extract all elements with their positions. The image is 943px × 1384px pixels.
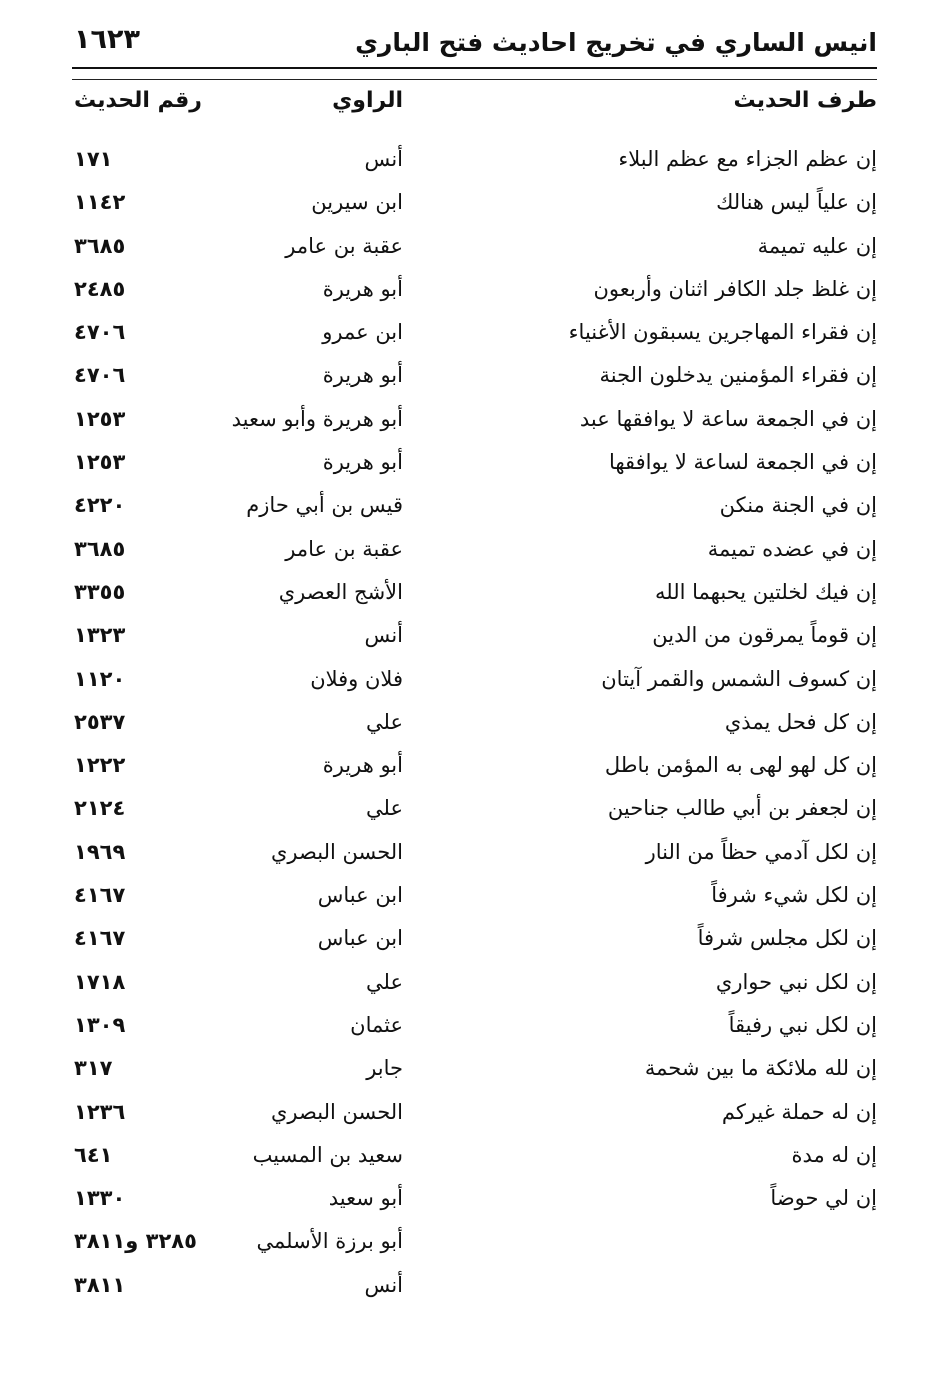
table-row <box>72 527 877 570</box>
narrator-cell: عقبة بن عامر <box>285 233 403 258</box>
hadith-cell: إن لكل نبي حواري <box>715 969 877 994</box>
narrator-cell: أبو هريرة <box>322 450 403 475</box>
narrator-cell: أبو هريرة <box>322 753 403 778</box>
hadith-cell: إن في الجنة منكن <box>719 493 877 518</box>
table-row <box>72 830 877 873</box>
hadith-number-cell: ٤٢٢٠ <box>74 493 126 518</box>
table-row <box>72 1003 877 1046</box>
hadith-number-cell: ١٢٥٣ <box>74 450 126 475</box>
hadith-number-cell: ١٢٣٦ <box>74 1099 126 1124</box>
narrator-cell: عثمان <box>350 1012 403 1037</box>
narrator-cell: فلان وفلان <box>310 666 403 691</box>
table-row <box>72 786 877 829</box>
hadith-cell: إن علياً ليس هنالك <box>716 190 877 215</box>
narrator-cell: أبو سعيد <box>328 1186 403 1211</box>
narrator-cell: عقبة بن عامر <box>285 536 403 561</box>
table-row <box>72 570 877 613</box>
table-row <box>72 1133 877 1176</box>
column-header-hadith: طرف الحديث <box>733 88 877 113</box>
hadith-cell: إن لكل مجلس شرفاً <box>697 926 877 951</box>
narrator-cell: أنس <box>364 1272 403 1297</box>
header-rule-thin <box>72 79 877 80</box>
hadith-number-cell: ٤٧٠٦ <box>74 320 126 345</box>
hadith-number-cell: ٤١٦٧ <box>74 926 126 951</box>
hadith-cell: إن له حملة غيركم <box>721 1099 877 1124</box>
hadith-number-cell: ٤٧٠٦ <box>74 363 126 388</box>
table-row <box>72 1219 877 1262</box>
hadith-number-cell: ٢٤٨٥ <box>74 276 126 301</box>
narrator-cell: ابن عباس <box>317 926 403 951</box>
narrator-cell: جابر <box>366 1056 403 1081</box>
hadith-number-cell: ١٣٠٩ <box>74 1012 126 1037</box>
hadith-number-cell: ١١٢٠ <box>74 666 126 691</box>
hadith-cell: إن قوماً يمرقون من الدين <box>652 623 877 648</box>
table-row <box>72 916 877 959</box>
narrator-cell: ابن سيرين <box>311 190 403 215</box>
hadith-cell: إن في الجمعة ساعة لا يوافقها عبد <box>579 406 877 431</box>
hadith-number-cell: ١٩٦٩ <box>74 839 126 864</box>
index-table <box>72 137 877 1306</box>
hadith-cell: إن غلظ جلد الكافر اثنان وأربعون <box>593 276 877 301</box>
narrator-cell: أبو هريرة وأبو سعيد <box>231 406 403 431</box>
hadith-cell: إن له مدة <box>791 1142 877 1167</box>
narrator-cell: أبو برزة الأسلمي <box>256 1229 403 1254</box>
column-header-narrator: الراوي <box>332 88 403 113</box>
narrator-cell: علي <box>366 969 403 994</box>
narrator-cell: علي <box>366 709 403 734</box>
narrator-cell: الحسن البصري <box>271 1099 403 1124</box>
hadith-cell: إن فقراء المهاجرين يسبقون الأغنياء <box>568 320 877 345</box>
hadith-cell: إن لكل نبي رفيقاً <box>728 1012 877 1037</box>
narrator-cell: ابن عباس <box>317 883 403 908</box>
hadith-cell: إن في الجمعة لساعة لا يوافقها <box>608 450 877 475</box>
hadith-cell: إن لي حوضاً <box>770 1186 877 1211</box>
hadith-number-cell: ٣١٧ <box>74 1056 113 1081</box>
narrator-cell: أنس <box>364 147 403 171</box>
hadith-number-cell: ٢٥٣٧ <box>74 709 126 734</box>
hadith-number-cell: ١١٤٢ <box>74 190 126 215</box>
table-row <box>72 180 877 223</box>
hadith-number-cell: ٣٣٥٥ <box>74 579 126 604</box>
table-row <box>72 960 877 1003</box>
table-row <box>72 1263 877 1306</box>
hadith-cell: إن في عضده تميمة <box>707 536 877 561</box>
running-header <box>72 22 877 66</box>
table-row <box>72 873 877 916</box>
table-row <box>72 353 877 396</box>
narrator-cell: ابن عمرو <box>322 320 403 345</box>
hadith-cell: إن فيك لخلتين يحبهما الله <box>655 579 877 604</box>
hadith-cell: إن لله ملائكة ما بين شحمة <box>644 1056 877 1081</box>
narrator-cell: أبو هريرة <box>322 363 403 388</box>
table-row <box>72 310 877 353</box>
narrator-cell: الأشج العصري <box>278 579 403 604</box>
hadith-number-cell: ٦٤١ <box>74 1142 113 1167</box>
hadith-number-cell: ١٧١٨ <box>74 969 126 994</box>
hadith-number-cell: ٣٢٨٥ و٣٨١١ <box>74 1229 197 1254</box>
hadith-cell: إن لكل آدمي حظاً من النار <box>645 839 877 864</box>
hadith-number-cell: ٣٦٨٥ <box>74 536 126 561</box>
table-row <box>72 1046 877 1089</box>
header-rule-thick <box>72 67 877 69</box>
table-row <box>72 1176 877 1219</box>
hadith-cell: إن كل فحل يمذي <box>724 709 877 734</box>
hadith-cell: إن لجعفر بن أبي طالب جناحين <box>607 796 877 821</box>
hadith-number-cell: ١٧١ <box>74 147 113 171</box>
table-row <box>72 743 877 786</box>
hadith-number-cell: ٣٨١١ <box>74 1272 126 1297</box>
hadith-number-cell: ١٣٣٠ <box>74 1186 126 1211</box>
hadith-cell: إن لكل شيء شرفاً <box>711 883 877 908</box>
narrator-cell: قيس بن أبي حازم <box>246 493 403 518</box>
table-row <box>72 700 877 743</box>
table-row <box>72 483 877 526</box>
page-number: ١٦٢٣ <box>74 24 140 55</box>
hadith-cell: إن عليه تميمة <box>757 233 877 258</box>
hadith-cell: إن فقراء المؤمنين يدخلون الجنة <box>599 363 877 388</box>
table-row <box>72 397 877 440</box>
table-row <box>72 613 877 656</box>
book-title: انيس الساري في تخريج احاديث فتح الباري <box>355 28 877 57</box>
hadith-number-cell: ٤١٦٧ <box>74 883 126 908</box>
hadith-number-cell: ١٢٥٣ <box>74 406 126 431</box>
narrator-cell: أبو هريرة <box>322 276 403 301</box>
hadith-number-cell: ١٣٢٣ <box>74 623 126 648</box>
hadith-cell: إن كل لهو لهى به المؤمن باطل <box>604 753 877 778</box>
hadith-cell: إن كسوف الشمس والقمر آيتان <box>601 666 877 691</box>
hadith-number-cell: ١٢٢٢ <box>74 753 126 778</box>
hadith-cell: إن عظم الجزاء مع عظم البلاء <box>618 147 877 171</box>
table-row <box>72 224 877 267</box>
hadith-number-cell: ٢١٢٤ <box>74 796 126 821</box>
table-row <box>72 137 877 180</box>
narrator-cell: علي <box>366 796 403 821</box>
narrator-cell: أنس <box>364 623 403 648</box>
narrator-cell: سعيد بن المسيب <box>252 1142 403 1167</box>
table-row <box>72 267 877 310</box>
table-row <box>72 440 877 483</box>
column-header-number: رقم الحديث <box>74 88 202 113</box>
table-row <box>72 657 877 700</box>
narrator-cell: الحسن البصري <box>271 839 403 864</box>
hadith-number-cell: ٣٦٨٥ <box>74 233 126 258</box>
table-row <box>72 1090 877 1133</box>
